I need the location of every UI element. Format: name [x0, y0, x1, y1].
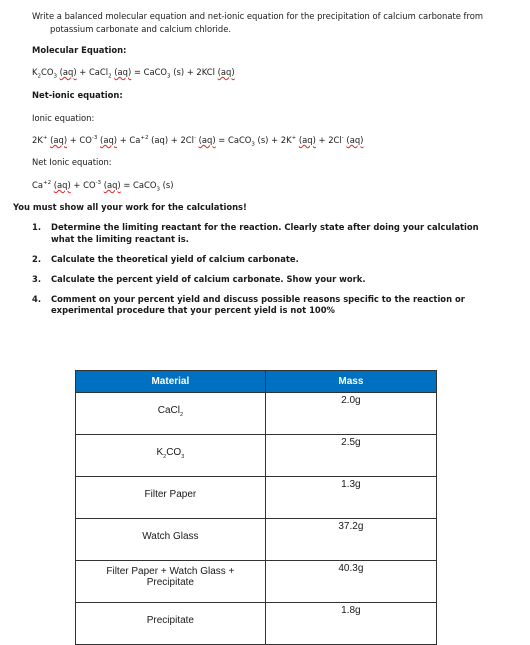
task-item: 1. Determine the limiting reactant for the reaction. Clearly state after doing your calculation what the limiting reactant is. — [32, 222, 479, 244]
ionic-heading: Ionic equation: — [32, 113, 95, 123]
mass-cell: 1.8g — [341, 605, 361, 616]
intro-line-1: Write a balanced molecular equation and net-ionic equation for the precipitation of calcium carbonate from — [32, 11, 484, 21]
net-ionic-equation: $Ca^{+2}$ $(aq) + CO^{-3}$ (aq) = CaCO$_3$ (s) — [32, 180, 174, 193]
intro-line-2: potassium carbonate and calcium chloride. — [50, 24, 232, 34]
table-row — [76, 393, 437, 435]
header-material: Material — [76, 371, 266, 393]
ionic-equation: 2K+ $(aq) + CO^{-3}$ $(aq) + Ca^{+2}$ (aq) + 2Cl- (aq) = CaCO$_3$ (s) + 2K+ (aq) + 2Cl- (aq) — [32, 135, 364, 148]
material-cell: Filter Paper — [144, 489, 197, 500]
data-table — [75, 370, 437, 645]
mass-cell: 37.2g — [338, 521, 364, 532]
material-cell: Precipitate — [146, 615, 194, 626]
table-row — [76, 561, 437, 603]
net-ionic-heading: Net-ionic equation: — [32, 90, 123, 100]
molecular-heading: Molecular Equation: — [32, 45, 127, 55]
task-item: 2. Calculate the theoretical yield of calcium carbonate. — [32, 253, 299, 264]
mass-cell: 40.3g — [338, 563, 364, 574]
table-row — [76, 519, 437, 561]
mass-cell: 2.0g — [341, 395, 361, 406]
molecular-equation: $K_2CO_3$ (aq) + CaCl$_2$ (aq) = CaCO$_3$ (s) + 2KCl (aq) — [32, 67, 235, 80]
header-mass: Mass — [265, 371, 436, 393]
material-cell: Watch Glass — [142, 531, 199, 542]
material-cell: $K_2CO_3$ — [156, 447, 185, 460]
net-ionic-label: Net Ionic equation: — [32, 157, 112, 167]
task-item: 4. Comment on your percent yield and discuss possible reasons specific to the reaction or experimental procedure that your percent yield is not 100% — [32, 293, 465, 315]
material-cell: Filter Paper + Watch Glass + Precipitate — [106, 566, 235, 588]
table-row — [76, 477, 437, 519]
table-row — [76, 435, 437, 477]
mass-cell: 1.3g — [341, 479, 361, 490]
mass-cell: 2.5g — [341, 437, 361, 448]
material-cell: CaCl$_2$ — [157, 405, 184, 418]
table-row — [76, 603, 437, 645]
instruction: You must show all your work for the calculations! — [13, 202, 247, 212]
task-item: 3. Calculate the percent yield of calcium carbonate. Show your work. — [32, 273, 366, 284]
task-list — [32, 222, 492, 325]
